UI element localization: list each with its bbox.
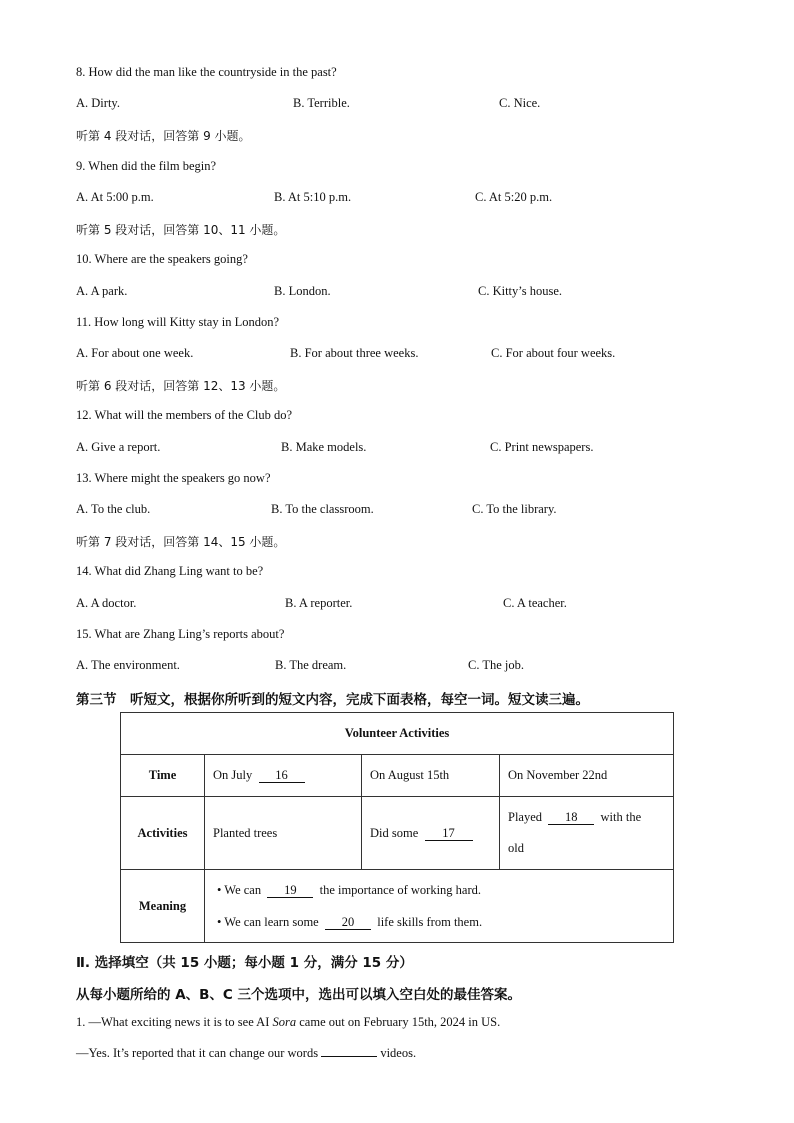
time-row-label: Time: [121, 755, 205, 797]
q14-option-c: C. A teacher.: [503, 596, 567, 610]
instruction-dialogue-6: 听第 6 段对话，回答第 12、13 小题。: [76, 379, 286, 393]
table-title: Volunteer Activities: [121, 713, 674, 755]
section-3-heading: 第三节 听短文，根据你所听到的短文内容，完成下面表格，每空一词。短文读三遍。: [76, 692, 589, 708]
instruction-dialogue-4: 听第 4 段对话，回答第 9 小题。: [76, 129, 251, 143]
question-13: 13. Where might the speakers go now?: [76, 471, 271, 485]
q13-option-a: A. To the club.: [76, 502, 151, 516]
q14-option-b: B. A reporter.: [285, 596, 353, 610]
activity-cell-1: Planted trees: [205, 797, 362, 870]
activities-row-label: Activities: [121, 797, 205, 870]
q9-option-b: B. At 5:10 p.m.: [274, 190, 352, 204]
blank-20: 20: [325, 916, 371, 930]
volunteer-activities-table: [120, 712, 674, 943]
blank-18: 18: [548, 811, 594, 825]
question-10: 10. Where are the speakers going?: [76, 252, 248, 266]
q11-option-c: C. For about four weeks.: [491, 346, 616, 360]
q8-option-a: A. Dirty.: [76, 96, 120, 110]
q8-option-c: C. Nice.: [499, 96, 541, 110]
q14-option-a: A. A doctor.: [76, 596, 137, 610]
answer-blank: [321, 1056, 377, 1057]
meaning-line-1: • We can 19 the importance of working hard.: [217, 883, 482, 897]
q12-option-b: B. Make models.: [281, 440, 367, 454]
blank-16: 16: [259, 769, 305, 783]
part-2-heading: Ⅱ. 选择填空（共 15 小题；每小题 1 分，满分 15 分）: [76, 955, 413, 971]
q10-option-b: B. London.: [274, 284, 331, 298]
part-2-question-1: 1. —What exciting news it is to see AI Sora came out on February 15th, 2024 in US.: [76, 1015, 501, 1029]
part-2-instruction: 从每小题所给的 A、B、C 三个选项中，选出可以填入空白处的最佳答案。: [76, 987, 522, 1003]
question-9: 9. When did the film begin?: [76, 159, 217, 173]
question-11: 11. How long will Kitty stay in London?: [76, 315, 279, 329]
q12-option-c: C. Print newspapers.: [490, 440, 594, 454]
q9-option-a: A. At 5:00 p.m.: [76, 190, 154, 204]
blank-17: 17: [425, 827, 473, 841]
q11-option-a: A. For about one week.: [76, 346, 194, 360]
instruction-dialogue-5: 听第 5 段对话，回答第 10、11 小题。: [76, 223, 286, 237]
part-2-question-1-reply: —Yes. It’s reported that it can change our words videos.: [76, 1046, 417, 1060]
time-cell-1: On July 16: [205, 755, 362, 797]
q13-option-b: B. To the classroom.: [271, 502, 374, 516]
q10-option-a: A. A park.: [76, 284, 128, 298]
question-12: 12. What will the members of the Club do?: [76, 408, 293, 422]
question-15: 15. What are Zhang Ling’s reports about?: [76, 627, 285, 641]
question-14: 14. What did Zhang Ling want to be?: [76, 564, 264, 578]
instruction-dialogue-7: 听第 7 段对话，回答第 14、15 小题。: [76, 535, 286, 549]
q13-option-c: C. To the library.: [472, 502, 557, 516]
q15-option-b: B. The dream.: [275, 658, 347, 672]
q10-option-c: C. Kitty’s house.: [478, 284, 563, 298]
meaning-row-label: Meaning: [121, 870, 205, 943]
question-8: 8. How did the man like the countryside in the past?: [76, 65, 337, 79]
sora-italic: Sora: [272, 1015, 297, 1029]
activity-cell-3: Played 18 with the old: [500, 797, 674, 870]
time-cell-3: On November 22nd: [500, 755, 674, 797]
q12-option-a: A. Give a report.: [76, 440, 161, 454]
meaning-line-2: • We can learn some 20 life skills from them.: [217, 915, 483, 929]
activity-cell-2: Did some 17: [362, 797, 500, 870]
q11-option-b: B. For about three weeks.: [290, 346, 419, 360]
meaning-cell: [205, 870, 674, 943]
time-cell-2: On August 15th: [362, 755, 500, 797]
q8-option-b: B. Terrible.: [293, 96, 350, 110]
q15-option-c: C. The job.: [468, 658, 525, 672]
q9-option-c: C. At 5:20 p.m.: [475, 190, 553, 204]
q15-option-a: A. The environment.: [76, 658, 180, 672]
blank-19: 19: [267, 884, 313, 898]
